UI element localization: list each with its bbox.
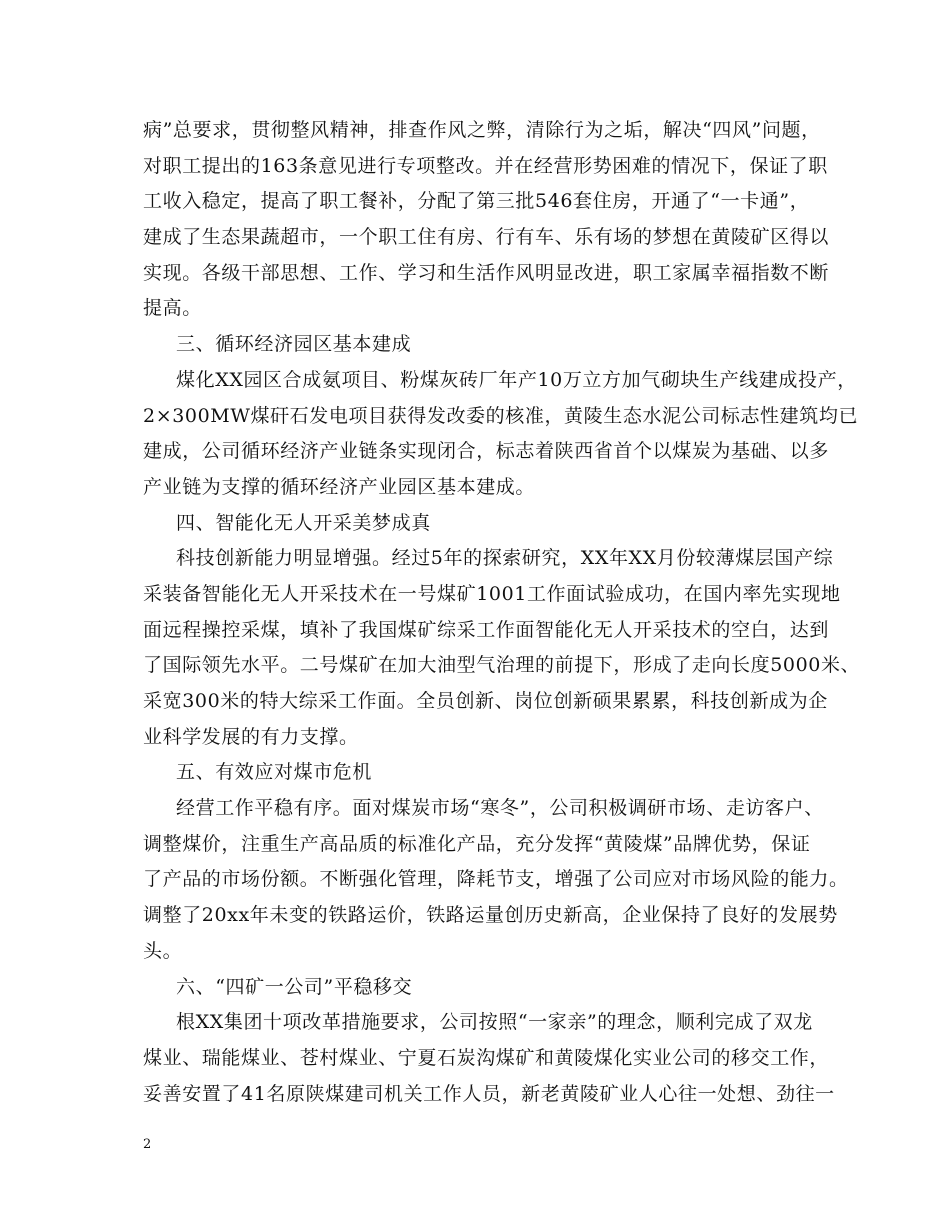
paragraph-line: 产业链为支撑的循环经济产业园区基本建成。 <box>143 475 536 498</box>
paragraph-line: 煤业、瑞能煤业、苍村煤业、宁夏石炭沟煤矿和黄陵煤化实业公司的移交工作， <box>143 1046 830 1069</box>
paragraph-line: 了国际领先水平。二号煤矿在加大油型气治理的前提下，形成了走向长度5000米、 <box>143 654 861 677</box>
section-heading: 四、智能化无人开采美梦成真 <box>176 511 431 534</box>
paragraph-line: 经营工作平稳有序。面对煤炭市场“寒冬”，公司积极调研市场、走访客户、 <box>176 797 824 820</box>
paragraph-line: 2×300MW煤矸石发电项目获得发改委的核准，黄陵生态水泥公司标志性建筑均已 <box>143 404 859 427</box>
section-heading: 三、循环经济园区基本建成 <box>176 333 412 356</box>
paragraph-line: 建成了生态果蔬超市，一个职工住有房、行有车、乐有场的梦想在黄陵矿区得以 <box>143 226 830 249</box>
paragraph-line: 病”总要求，贯彻整风精神，排查作风之弊，清除行为之垢，解决“四风”问题， <box>143 119 821 141</box>
paragraph-line: 实现。各级干部思想、工作、学习和生活作风明显改进，职工家属幸福指数不断 <box>143 261 830 284</box>
paragraph-line: 调整了20xx年未变的铁路运价，铁路运量创历史新高，企业保持了良好的发展势 <box>143 904 838 927</box>
page-number: 2 <box>143 1137 152 1152</box>
section-heading: 五、有效应对煤市危机 <box>176 761 373 784</box>
paragraph-line: 对职工提出的163条意见进行专项整改。并在经营形势困难的情况下，保证了职 <box>143 154 828 177</box>
paragraph-line: 工收入稳定，提高了职工餐补，分配了第三批546套住房，开通了“一卡通”， <box>143 190 810 213</box>
paragraph-line: 建成，公司循环经济产业链条实现闭合，标志着陕西省首个以煤炭为基础、以多 <box>143 440 830 463</box>
paragraph-line: 科技创新能力明显增强。经过5年的探索研究，XX年XX月份较薄煤层国产综 <box>176 547 834 570</box>
section-heading: 六、“四矿一公司”平稳移交 <box>176 975 413 998</box>
paragraph-line: 根XX集团十项改革措施要求，公司按照“一家亲”的理念，顺利完成了双龙 <box>176 1011 813 1034</box>
paragraph-line: 头。 <box>143 939 183 962</box>
paragraph-line: 妥善安置了41名原陕煤建司机关工作人员，新老黄陵矿业人心往一处想、劲往一 <box>143 1082 835 1105</box>
paragraph-line: 提高。 <box>143 297 202 320</box>
paragraph-line: 采装备智能化无人开采技术在一号煤矿1001工作面试验成功，在国内率先实现地 <box>143 582 841 605</box>
paragraph-line: 面远程操控采煤，填补了我国煤矿综采工作面智能化无人开采技术的空白，达到 <box>143 618 830 641</box>
paragraph-line: 采宽300米的特大综采工作面。全员创新、岗位创新硕果累累，科技创新成为企 <box>143 690 828 712</box>
paragraph-line: 煤化XX园区合成氨项目、粉煤灰砖厂年产10万立方加气砌块生产线建成投产， <box>176 368 857 391</box>
paragraph-line: 业科学发展的有力支撑。 <box>143 725 359 748</box>
paragraph-line: 了产品的市场份额。不断强化管理，降耗节支，增强了公司应对市场风险的能力。 <box>143 868 849 891</box>
paragraph-line: 调整煤价，注重生产高品质的标准化产品，充分发挥“黄陵煤”品牌优势，保证 <box>143 832 811 855</box>
document-body <box>143 113 861 1112</box>
